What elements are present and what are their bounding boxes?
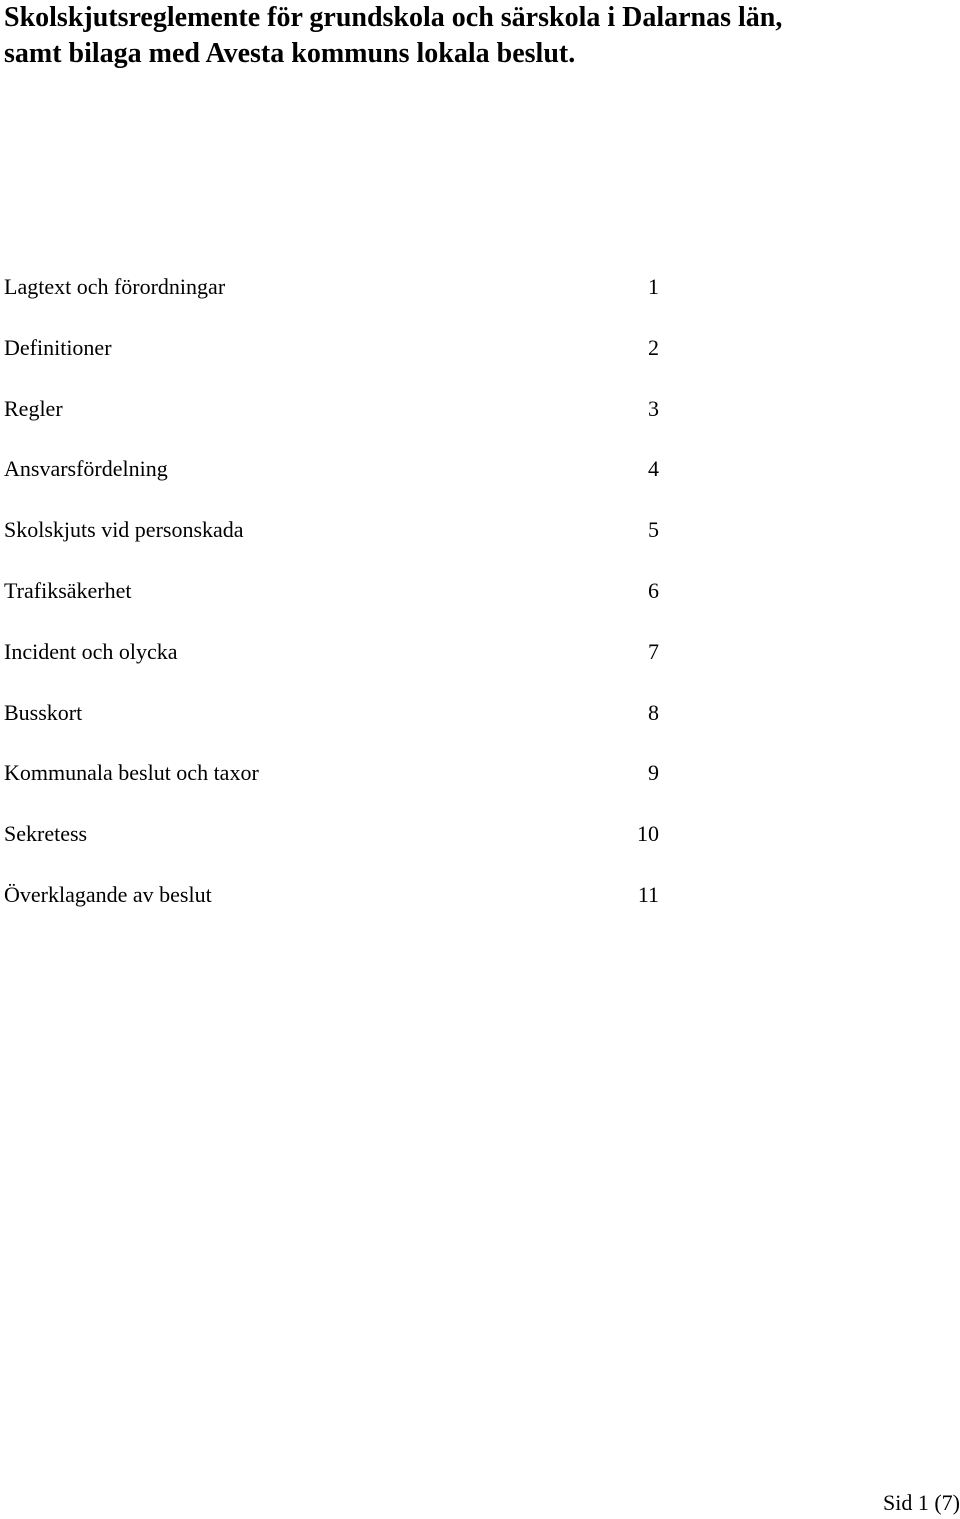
toc-entry-label: Regler [4,395,63,421]
toc-entry-label: Busskort [4,699,83,725]
toc-entry [4,392,659,453]
toc-entry [4,513,659,574]
document-title-line-2: samt bilaga med Avesta kommuns lokala beslut. [4,38,576,69]
toc-entry-number: 9 [648,760,659,786]
toc-entry [4,270,659,331]
toc-entry-label: Ansvarsfördelning [4,456,168,482]
toc-entry-label: Trafiksäkerhet [4,577,132,603]
toc-entry [4,574,659,635]
page-number: Sid 1 (7) [883,1490,960,1515]
toc-entry-number: 5 [648,517,659,543]
toc-entry-number: 2 [648,334,659,360]
toc-entry-number: 7 [648,638,659,664]
toc-entry [4,331,659,392]
toc-entry-number: 3 [648,395,659,421]
toc-entry [4,756,659,817]
toc-entry [4,817,659,878]
toc-entry-number: 6 [648,577,659,603]
toc-entry-label: Skolskjuts vid personskada [4,517,244,543]
toc-entry-label: Definitioner [4,334,112,360]
toc-entry-number: 11 [637,881,659,907]
toc-entry [4,878,659,939]
toc-entry-number: 4 [648,456,659,482]
toc-entry-number: 10 [637,821,659,847]
document-title-line-1: Skolskjutsreglemente för grundskola och särskola i Dalarnas län, [4,2,783,33]
toc-entry [4,452,659,513]
toc-entry-number: 1 [648,274,659,299]
toc-entry-label: Överklagande av beslut [4,881,212,907]
toc-entry-label: Kommunala beslut och taxor [4,760,259,786]
toc-entry-label: Incident och olycka [4,638,178,664]
toc-entry [4,696,659,757]
table-of-contents [4,270,659,939]
toc-entry-label: Lagtext och förordningar [4,274,226,299]
toc-entry-label: Sekretess [4,821,88,847]
toc-entry-number: 8 [648,699,659,725]
document-title [4,0,954,72]
toc-entry [4,635,659,696]
